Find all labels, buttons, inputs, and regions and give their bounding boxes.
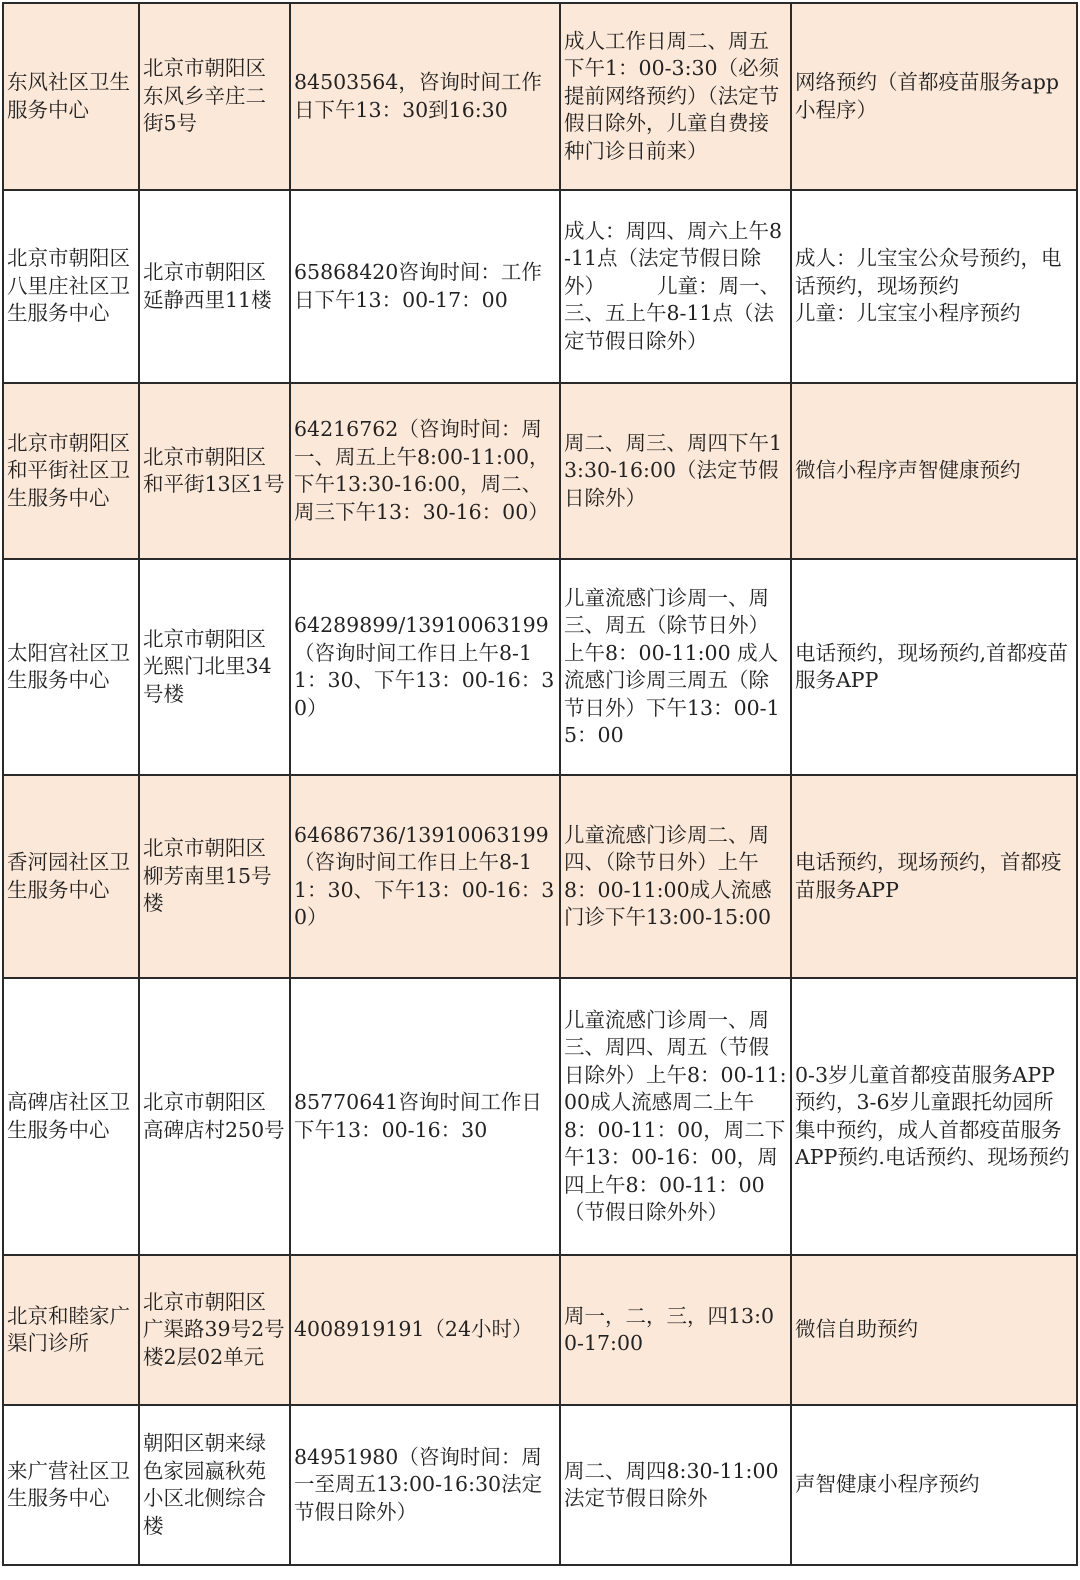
table-row — [3, 383, 1077, 559]
schedule-cell: 儿童流感门诊周二、周四、（除节日外）上午8：00-11:00成人流感门诊下午13:00-15:00 — [560, 775, 791, 978]
booking-cell: 电话预约，现场预约,首都疫苗服务APP — [791, 559, 1077, 775]
phone-cell: 65868420咨询时间：工作日下午13：00-17：00 — [290, 190, 560, 383]
address-cell: 北京市朝阳区光熙门北里34号楼 — [139, 559, 290, 775]
address-cell: 北京市朝阳区广渠路39号2号楼2层02单元 — [139, 1255, 290, 1405]
booking-cell: 声智健康小程序预约 — [791, 1405, 1077, 1565]
phone-cell: 64686736/13910063199（咨询时间工作日上午8-11：30、下午13：00-16：30） — [290, 775, 560, 978]
schedule-cell: 儿童流感门诊周一、周三、周四、周五（节假日除外）上午8：00-11:00成人流感周二上午8：00-11：00，周二下午13：00-16：00，周四上午8：00-11：00（节假日除外外） — [560, 978, 791, 1255]
address-cell: 朝阳区朝来绿色家园嬴秋苑小区北侧综合楼 — [139, 1405, 290, 1565]
phone-cell: 85770641咨询时间工作日下午13：00-16：30 — [290, 978, 560, 1255]
table-row — [3, 775, 1077, 978]
schedule-cell: 周一，二，三，四13:00-17:00 — [560, 1255, 791, 1405]
booking-cell: 电话预约，现场预约，首都疫苗服务APP — [791, 775, 1077, 978]
table-row — [3, 1405, 1077, 1565]
phone-cell: 84503564，咨询时间工作日下午13：30到16:30 — [290, 3, 560, 190]
clinic-name-cell: 来广营社区卫生服务中心 — [3, 1405, 139, 1565]
booking-cell: 微信自助预约 — [791, 1255, 1077, 1405]
phone-cell: 64216762（咨询时间：周一、周五上午8:00-11:00，下午13:30-16:00，周二、周三下午13：30-16：00） — [290, 383, 560, 559]
clinic-name-cell: 北京和睦家广渠门诊所 — [3, 1255, 139, 1405]
phone-cell: 84951980（咨询时间：周一至周五13:00-16:30法定节假日除外） — [290, 1405, 560, 1565]
clinic-name-cell: 太阳宫社区卫生服务中心 — [3, 559, 139, 775]
address-cell: 北京市朝阳区东风乡辛庄二街5号 — [139, 3, 290, 190]
table-row — [3, 190, 1077, 383]
schedule-cell: 儿童流感门诊周一、周三、周五（除节日外）上午8：00-11:00 成人流感门诊周三周五（除节日外）下午13：00-15：00 — [560, 559, 791, 775]
booking-cell: 网络预约（首都疫苗服务app小程序） — [791, 3, 1077, 190]
clinic-name-cell: 北京市朝阳区和平街社区卫生服务中心 — [3, 383, 139, 559]
clinic-name-cell: 香河园社区卫生服务中心 — [3, 775, 139, 978]
table-row — [3, 559, 1077, 775]
schedule-cell: 成人工作日周二、周五下午1：00-3:30（必须提前网络预约）（法定节假日除外，儿童自费接种门诊日前来） — [560, 3, 791, 190]
table-row — [3, 978, 1077, 1255]
schedule-cell: 成人：周四、周六上午8-11点（法定节假日除外） 儿童：周一、三、五上午8-11点（法定节假日除外） — [560, 190, 791, 383]
clinic-table — [2, 2, 1078, 1566]
clinic-name-cell: 高碑店社区卫生服务中心 — [3, 978, 139, 1255]
table-row — [3, 1255, 1077, 1405]
booking-cell: 微信小程序声智健康预约 — [791, 383, 1077, 559]
booking-cell: 成人：儿宝宝公众号预约，电话预约，现场预约 儿童：儿宝宝小程序预约 — [791, 190, 1077, 383]
clinic-name-cell: 北京市朝阳区八里庄社区卫生服务中心 — [3, 190, 139, 383]
address-cell: 北京市朝阳区和平街13区1号 — [139, 383, 290, 559]
address-cell: 北京市朝阳区延静西里11楼 — [139, 190, 290, 383]
phone-cell: 4008919191（24小时） — [290, 1255, 560, 1405]
clinic-name-cell: 东风社区卫生服务中心 — [3, 3, 139, 190]
address-cell: 北京市朝阳区柳芳南里15号楼 — [139, 775, 290, 978]
schedule-cell: 周二、周三、周四下午13:30-16:00（法定节假日除外） — [560, 383, 791, 559]
schedule-cell: 周二、周四8:30-11:00法定节假日除外 — [560, 1405, 791, 1565]
address-cell: 北京市朝阳区高碑店村250号 — [139, 978, 290, 1255]
phone-cell: 64289899/13910063199（咨询时间工作日上午8-11：30、下午13：00-16：30） — [290, 559, 560, 775]
table-row — [3, 3, 1077, 190]
booking-cell: 0-3岁儿童首都疫苗服务APP预约，3-6岁儿童跟托幼园所集中预约，成人首都疫苗服务APP预约.电话预约、现场预约 — [791, 978, 1077, 1255]
